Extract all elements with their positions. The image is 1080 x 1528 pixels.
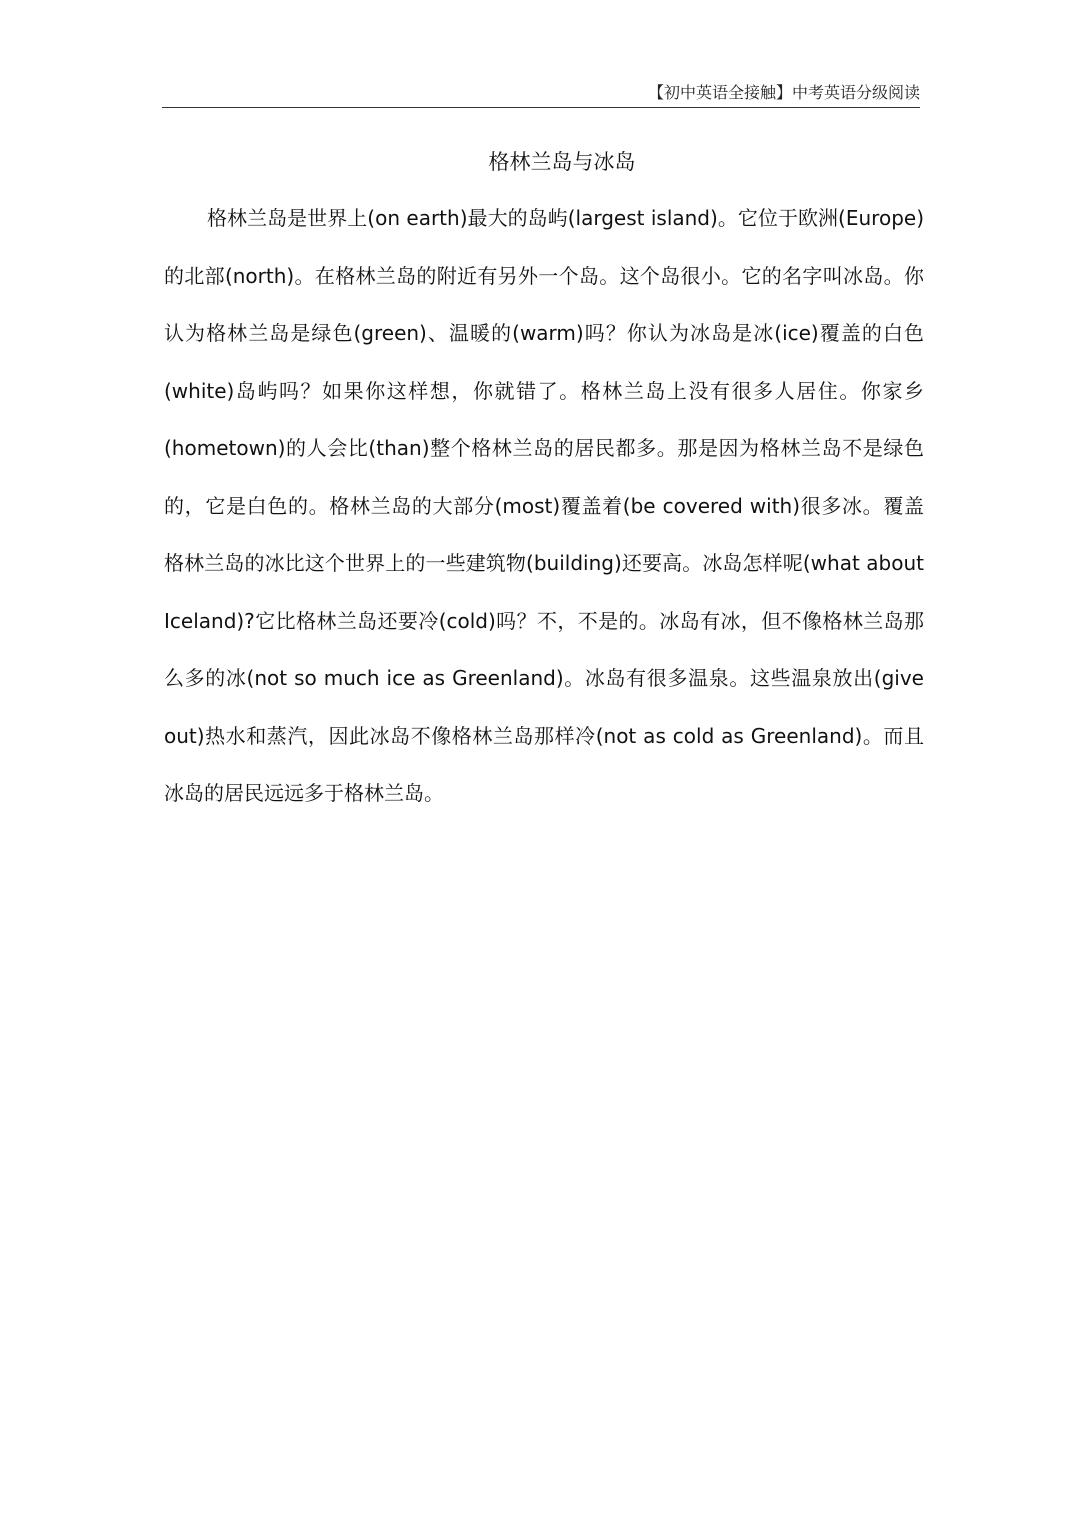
article-paragraph: 格林兰岛是世界上(on earth)最大的岛屿(largest island)。它位于欧洲(Europe)的北部(north)。在格林兰岛的附近有另外一个岛。这个岛很小。它的名字叫冰岛。你认为格林兰岛是绿色(green)、温暖的(warm)吗？你认为冰岛是冰(ice)覆盖的白色(white)岛屿吗？如果你这样想，你就错了。格林兰岛上没有很多人居住。你家乡(hometown)的人会比(than)整个格林兰岛的居民都多。那是因为格林兰岛不是绿色的，它是白色的。格林兰岛的大部分(most)覆盖着(be covered with)很多冰。覆盖格林兰岛的冰比这个世界上的一些建筑物(building)还要高。冰岛怎样呢(what about Iceland)?它比格林兰岛还要冷(cold)吗？不，不是的。冰岛有冰，但不像格林兰岛那么多的冰(not so much ice as Greenland)。冰岛有很多温泉。这些温泉放出(give out)热水和蒸汽，因此冰岛不像格林兰岛那样冷(not as cold as Greenland)。而且冰岛的居民远远多于格林兰岛。 xyxy=(164,206,924,805)
header-series-title: 【初中英语全接触】中考英语分级阅读 xyxy=(647,83,920,102)
header-divider xyxy=(162,107,920,108)
article-title: 格林兰岛与冰岛 xyxy=(488,150,636,174)
page-header xyxy=(162,78,920,108)
